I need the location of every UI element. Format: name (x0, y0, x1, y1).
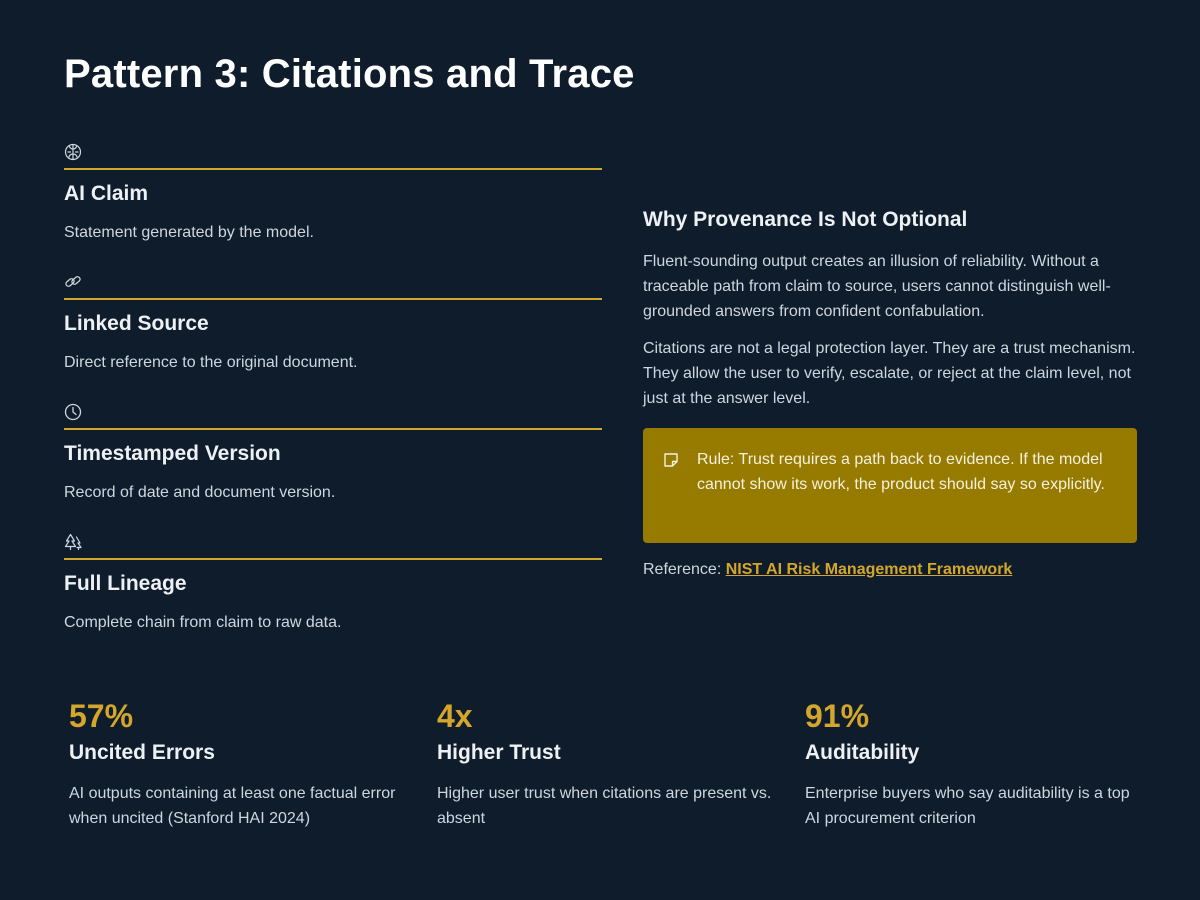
stat-label: Higher Trust (437, 741, 561, 764)
stat-description: Higher user trust when citations are present vs. absent (437, 785, 772, 827)
tree-icon (64, 533, 82, 551)
step-divider (64, 428, 602, 430)
sticky-note-icon (663, 452, 679, 468)
clock-icon (64, 403, 82, 421)
stat-description: AI outputs containing at least one factual error when uncited (Stanford HAI 2024) (69, 785, 396, 827)
step-ai-claim (64, 140, 602, 270)
section-paragraph: Fluent-sounding output creates an illusion of reliability. Without a traceable path from claim to source, users cannot distinguish well-grounded answers from confident confabulation. (643, 253, 1111, 320)
link-icon (64, 273, 82, 291)
step-description: Direct reference to the original document. (64, 354, 358, 371)
step-description: Statement generated by the model. (64, 224, 314, 241)
rule-text: Rule: Trust requires a path back to evidence. If the model cannot show its work, the product should say so explicitly. (697, 451, 1105, 493)
step-title: Full Lineage (64, 572, 187, 595)
stat-description: Enterprise buyers who say auditability is a top AI procurement criterion (805, 785, 1130, 827)
reference-prefix: Reference: (643, 561, 726, 578)
step-divider (64, 298, 602, 300)
stat-value: 57% (69, 698, 134, 734)
section-heading: Why Provenance Is Not Optional (643, 208, 968, 231)
rule-callout (643, 428, 1137, 543)
page-title: Pattern 3: Citations and Trace (64, 52, 635, 96)
stat-value: 4x (437, 698, 473, 734)
stat-value: 91% (805, 698, 870, 734)
stat-auditability (805, 698, 1145, 831)
step-title: Linked Source (64, 312, 209, 335)
stat-label: Auditability (805, 741, 920, 764)
brain-icon (64, 143, 82, 161)
provenance-section (643, 208, 1137, 423)
step-description: Record of date and document version. (64, 484, 336, 501)
section-paragraph: Citations are not a legal protection layer. They are a trust mechanism. They allow the user to verify, escalate, or reject at the claim level, not just at the answer level. (643, 340, 1136, 407)
step-description: Complete chain from claim to raw data. (64, 614, 342, 631)
stat-higher-trust (437, 698, 777, 831)
step-linked-source (64, 270, 602, 400)
stat-label: Uncited Errors (69, 741, 215, 764)
reference-link[interactable]: NIST AI Risk Management Framework (725, 561, 1013, 578)
reference-line (643, 561, 1012, 579)
step-divider (64, 168, 602, 170)
step-timestamped-version (64, 400, 602, 530)
step-title: Timestamped Version (64, 442, 281, 465)
step-divider (64, 558, 602, 560)
step-title: AI Claim (64, 182, 149, 205)
step-full-lineage (64, 530, 602, 660)
stat-uncited-errors (69, 698, 409, 831)
